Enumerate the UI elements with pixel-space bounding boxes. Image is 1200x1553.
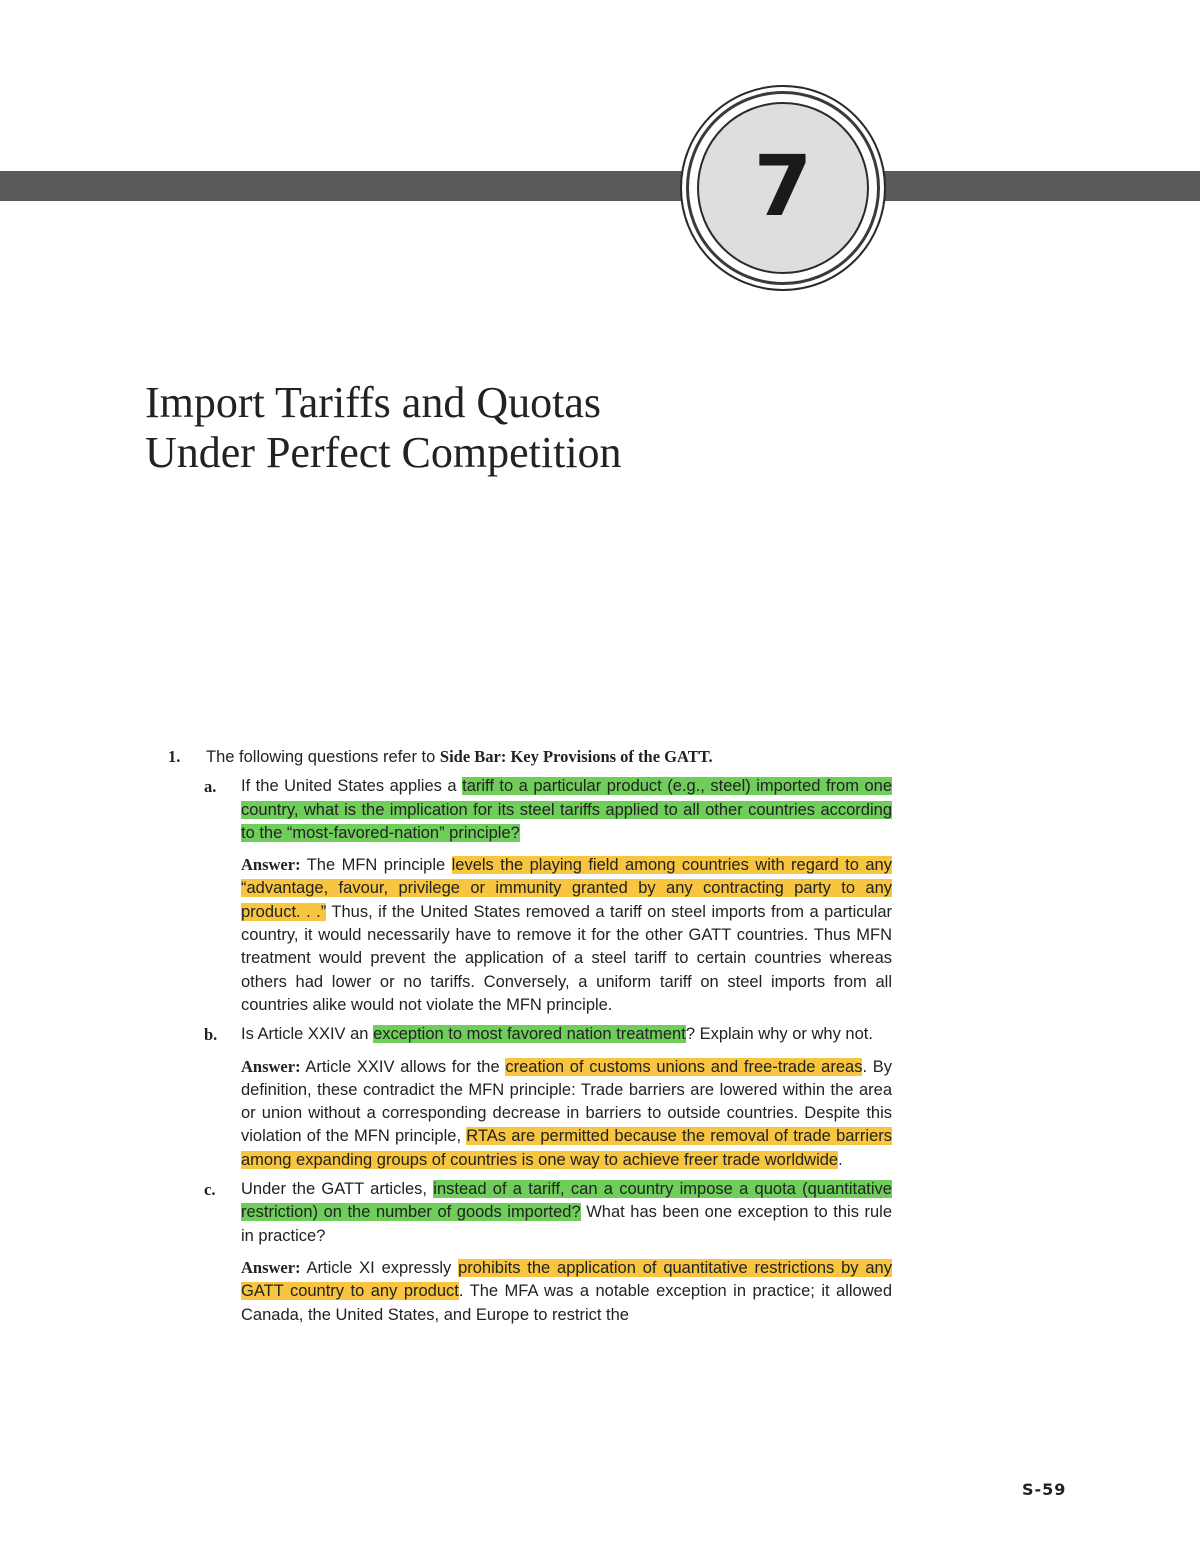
part-c-question-highlight: instead of a tariff, can a country impose a quota (quantitative restriction) on the number of goods imported?: [241, 1180, 892, 1222]
part-a-question-text: If the United States applies a: [241, 777, 463, 796]
answer-label: Answer:: [241, 855, 301, 875]
part-c-answer-highlight: prohibits the application of quantitative restrictions by any GATT country to any product: [241, 1258, 892, 1301]
question-content: [168, 745, 892, 1333]
part-b-answer-middle: . By definition, these contradict the MFN principle: Trade barriers are lowered within the area or union without a corresponding decrease in barriers to outside countries. Despite this violation of the MFN principle,: [241, 1057, 892, 1146]
chapter-header-bar: [0, 171, 1200, 201]
part-b-answer-text: Article XXIV allows for the: [300, 1057, 506, 1076]
part-b-answer-end: .: [838, 1150, 843, 1169]
answer-label: Answer:: [241, 1257, 301, 1277]
part-b-question-text: Is Article XXIV an: [241, 1025, 374, 1044]
chapter-title-line-1: Import Tariffs and Quotas: [145, 378, 601, 427]
question-part-b: [168, 1023, 892, 1046]
part-c-question-continuation: What has been one exception to this rule in practice?: [241, 1203, 893, 1245]
question-1: [168, 745, 892, 769]
answer-label: Answer:: [241, 1056, 301, 1076]
part-a-letter: a.: [204, 777, 217, 797]
part-a-answer-text: The MFN principle: [300, 856, 452, 875]
part-b-question-highlight: exception to most favored nation treatment: [373, 1025, 686, 1044]
part-c-question-text: Under the GATT articles,: [241, 1180, 434, 1199]
chapter-badge: [697, 102, 869, 274]
chapter-title: [145, 378, 622, 478]
part-a-question-highlight: tariff to a particular product (e.g., steel) imported from one country, what is the implication for its steel tariffs applied to all other countries according to the “most-favored-nation” principle?: [241, 777, 892, 842]
part-c-answer-continuation: . The MFA was a notable exception in practice; it allowed Canada, the United States, and Europe to restrict the: [241, 1282, 892, 1324]
question-part-c: [168, 1178, 892, 1248]
chapter-title-line-2: Under Perfect Competition: [145, 428, 622, 477]
part-b-answer-highlight-2: RTAs are permitted because the removal of trade barriers among expanding groups of countries is one way to achieve freer trade worldwide: [241, 1127, 892, 1169]
part-b-question-continuation: ? Explain why or why not.: [685, 1025, 873, 1044]
part-c-answer-text: Article XI expressly: [300, 1258, 459, 1277]
question-intro: The following questions refer to: [206, 748, 440, 766]
part-b-answer-highlight-1: creation of customs unions and free-trade areas: [505, 1057, 863, 1076]
chapter-number: 7: [753, 137, 813, 235]
part-b-answer: [168, 1055, 892, 1172]
part-c-letter: c.: [204, 1180, 216, 1200]
part-a-answer-highlight: levels the playing field among countries with regard to any “advantage, favour, privilege or immunity granted by any contracting party to any product. . .”: [241, 856, 892, 921]
page-number: S-59: [1022, 1480, 1067, 1499]
question-part-a: [168, 775, 892, 845]
part-b-letter: b.: [204, 1025, 218, 1045]
question-number: 1.: [168, 747, 181, 766]
question-intro-sidebar-ref: Side Bar: Key Provisions of the GATT.: [439, 747, 713, 766]
part-a-answer: [168, 853, 892, 1017]
part-c-answer: [168, 1256, 892, 1327]
part-a-answer-continuation: Thus, if the United States removed a tariff on steel imports from a particular country, it would necessarily have to remove it for the other GATT countries. Thus MFN treatment would prevent the application of a steel tariff to certain countries whereas others had lower or no tariffs. Conversely, a uniform tariff on steel imports from all countries alike would not violate the MFN principle.: [241, 902, 892, 1014]
